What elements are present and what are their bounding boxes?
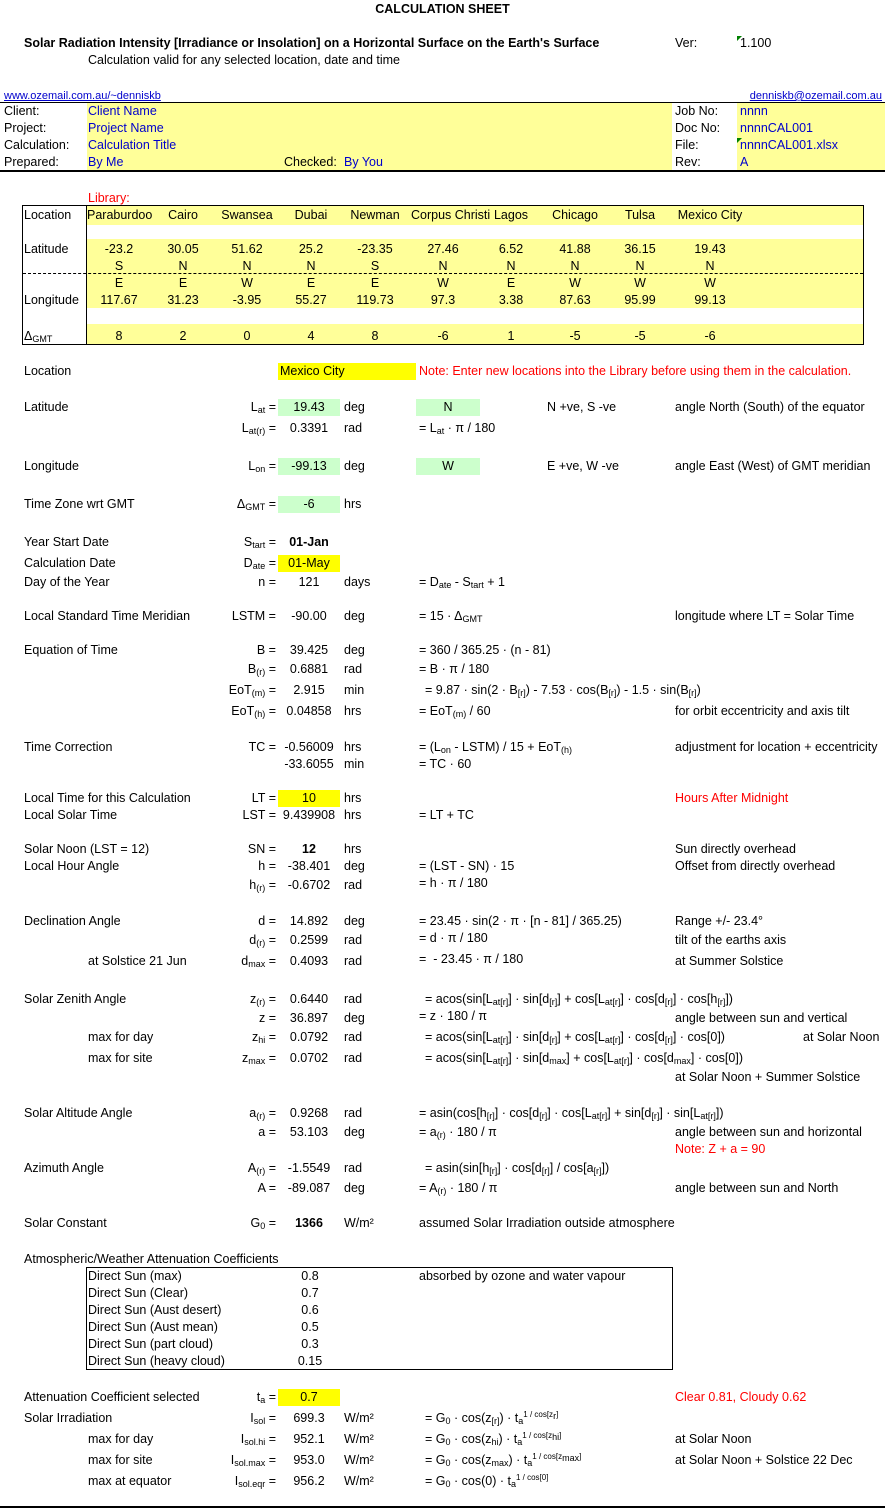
formula: = ($L_{on}$ - LSTM) / 15 + EoT$_{(h)}$ [419,740,573,755]
lib-ew: W [634,276,646,290]
formula: = 23.45 · sin(2 · π · [n - 81] / 365.25) [419,914,622,928]
version-label: Ver: [675,36,698,50]
lib-latitude: -23.2 [104,242,134,256]
latitude-direction: N [416,399,480,416]
isol-value: 699.3 [293,1411,325,1425]
attenuation-row-value: 0.6 [301,1303,319,1317]
lib-longitude: 95.99 [624,293,656,307]
prepared-field[interactable]: By Me [88,155,124,169]
doc-no-field[interactable]: nnnnCAL001 [740,121,813,135]
unit: min [344,757,365,771]
unit: deg [344,1181,365,1195]
unit: deg [344,914,365,928]
lha-label: Local Hour Angle [24,859,120,873]
unit: min [344,683,365,697]
lt-note: Hours After Midnight [675,791,789,805]
lib-ew: E [370,276,380,290]
lib-latitude: 30.05 [167,242,199,256]
lt-label: Local Time for this Calculation [24,791,191,805]
az-value: -89.087 [287,1181,331,1195]
zenith-label: Solar Zenith Angle [24,992,127,1006]
unit: rad [344,1030,363,1044]
formula: = TC · 60 [419,757,472,771]
gmt-symbol: $\Delta_{GMT}$ = [236,497,276,512]
doc-no-label: Doc No: [675,121,721,135]
unit: deg [344,1125,365,1139]
attenuation-row-label: Direct Sun (part cloud) [88,1337,214,1351]
zmax-value: 0.0702 [289,1051,329,1065]
formula: = $G_0 \cdot \cos(0) \cdot t_a^{1 / cos[0]}$ [425,1473,549,1489]
lat-hint: N +ve, S -ve [547,400,617,414]
lstm-desc: longitude where LT = Solar Time [675,609,855,623]
zr-value: 0.6440 [289,992,329,1006]
lib-latitude: 25.2 [298,242,324,256]
unit: W/m² [344,1216,374,1230]
eotm-value: 2.915 [293,683,325,697]
formula: = $A_{(r)} \cdot 180 / \pi$ [419,1181,498,1196]
file-label: File: [675,138,699,152]
attenuation-note: absorbed by ozone and water vapour [419,1269,626,1283]
unit: deg [344,643,365,657]
lib-location-label: Location [24,208,72,222]
lib-longitude: 97.3 [430,293,456,307]
lstm-value: -90.00 [291,609,327,623]
h-desc: Offset from directly overhead [675,859,836,873]
lib-longitude: -3.95 [232,293,262,307]
sn-value: 12 [302,842,316,856]
attenuation-row-label: Direct Sun (Clear) [88,1286,189,1300]
b-value: 39.425 [289,643,329,657]
solar-constant-label: Solar Constant [24,1216,107,1230]
calc-date-input[interactable]: 01-May [278,555,340,572]
unit: W/m² [344,1432,374,1446]
n-symbol: n = [258,575,276,589]
calculation-label: Calculation: [4,138,70,152]
isoleqr-symbol: $I_{sol.eqr}$ = [234,1474,276,1489]
unit: rad [344,421,363,435]
lst-label: Local Solar Time [24,808,118,822]
attenuation-row-value: 0.3 [301,1337,319,1351]
lib-location-name: Newman [350,208,400,222]
d-value: 14.892 [289,914,329,928]
g0-symbol: $G_0$ = [250,1216,276,1231]
start-symbol: $S_{tart}$ = [243,535,276,550]
eot-label: Equation of Time [24,643,118,657]
formula: = LT + TC [419,808,474,822]
unit: deg [344,400,365,414]
longitude-value: -99.13 [278,458,340,475]
solstice-label: at Solstice 21 Jun [88,954,187,968]
unit: rad [344,1051,363,1065]
dr-desc: tilt of the earths axis [675,933,787,947]
lib-latitude: -23.35 [357,242,393,256]
library-table [22,205,864,345]
g0-desc: assumed Solar Irradiation outside atmosphere [419,1216,675,1230]
h-value: -38.401 [287,859,331,873]
lib-longitude: 55.27 [295,293,327,307]
ar-symbol: $a_{(r)}$ = [249,1106,276,1121]
lib-latitude: 51.62 [231,242,263,256]
lib-ns: S [370,259,380,273]
lib-latitude-label: Latitude [24,242,69,256]
file-field[interactable]: nnnnCAL001.xlsx [740,138,838,152]
lib-location-name: Dubai [294,208,328,222]
d-symbol: d = [258,914,276,928]
attenuation-row-value: 0.5 [301,1320,319,1334]
formula: = $D_{ate} - S_{tart} + 1$ [419,575,505,590]
eot-desc: for orbit eccentricity and axis tilt [675,704,850,718]
unit: rad [344,1106,363,1120]
attenuation-row-label: Direct Sun (Aust mean) [88,1320,218,1334]
lib-ew: E [114,276,124,290]
local-time-input[interactable]: 10 [278,790,340,807]
unit: hrs [344,791,362,805]
formula: = z · 180 / π [419,1009,488,1023]
formula: = $G_0 \cdot \cos(z_{hi}) \cdot t_a^{1 / cos[z_{hi}]}$ [425,1431,562,1447]
g0-value: 1366 [295,1216,323,1230]
formula: = B · π / 180 [419,662,490,676]
lib-location-name: Lagos [493,208,529,222]
lat-rad-value: 0.3391 [289,421,329,435]
formula: = h · π / 180 [419,876,488,890]
formula: = - 23.45 · π / 180 [419,952,524,966]
az-desc: angle between sun and North [675,1181,839,1195]
location-select[interactable]: Mexico City [278,363,416,380]
attenuation-input[interactable]: 0.7 [278,1389,340,1406]
date-symbol: $D_{ate}$ = [243,556,276,571]
formula: = (LST - SN) · 15 [419,859,515,873]
dec-label: Declination Angle [24,914,121,928]
checked-field[interactable]: By You [344,155,383,169]
tc-label: Time Correction [24,740,113,754]
isolhi-symbol: $I_{sol.hi}$ = [240,1432,276,1447]
isolmax-desc: at Solar Noon + Solstice 22 Dec [675,1453,853,1467]
lib-gmt: 8 [371,329,379,343]
unit: hrs [344,704,362,718]
br-symbol: $B_{(r)}$ = [247,662,276,677]
ta-symbol: $t_a$ = [256,1390,276,1405]
timezone-value: -6 [278,496,340,513]
lib-longitude: 119.73 [356,293,394,307]
attenuation-row-value: 0.7 [301,1286,319,1300]
irradiation-label: Solar Irradiation [24,1411,113,1425]
hr-value: -0.6702 [287,878,331,892]
lib-ns: N [438,259,448,273]
tc-value: -0.56009 [284,740,334,754]
unit: hrs [344,842,362,856]
lib-gmt: -5 [634,329,646,343]
z-desc: angle between sun and vertical [675,1011,848,1025]
unit: days [344,575,371,589]
attenuation-row-label: Direct Sun (heavy cloud) [88,1354,225,1368]
d-desc: Range +/- 23.4° [675,914,764,928]
lib-longitude: 87.63 [559,293,591,307]
lib-location-name: Tulsa [624,208,656,222]
latitude-value: 19.43 [278,399,340,416]
timezone-label: Time Zone wrt GMT [24,497,135,511]
lib-longitude-label: Longitude [24,293,79,307]
longitude-label: Longitude [24,459,79,473]
lib-location-name: Swansea [221,208,273,222]
unit: rad [344,1161,363,1175]
h-symbol: h = [258,859,276,873]
formula: = $asin(\cos[h_{[r]}] \cdot \cos[d_{[r]}] \cdot \cos[L_{at[r]}] + \sin[d_{[r]}] \cdot \sin[L_{at[r]}])$ [419,1106,724,1121]
unit: deg [344,609,365,623]
a-desc: angle between sun and horizontal [675,1125,862,1139]
sn-symbol: SN = [247,842,276,856]
isoleqr-value: 956.2 [293,1474,325,1488]
unit: W/m² [344,1411,374,1425]
dr-value: 0.2599 [289,933,329,947]
attenuation-table [86,1267,673,1370]
lon-symbol: $L_{on}$ = [248,459,276,474]
zmax-desc: at Solar Noon + Summer Solstice [675,1070,861,1084]
lib-gmt-label: $\Delta_{GMT}$ [24,329,53,344]
lon-hint: E +ve, W -ve [547,459,619,473]
lib-ns: N [635,259,645,273]
unit: rad [344,933,363,947]
ta-note: Clear 0.81, Cloudy 0.62 [675,1390,807,1404]
att-selected-label: Attenuation Coefficient selected [24,1390,200,1404]
attenuation-title: Atmospheric/Weather Attenuation Coefficients [24,1252,279,1266]
lib-ew: E [506,276,516,290]
eoth-symbol: EoT$_{(h)}$ = [231,704,276,719]
lat-symbol: $L_{at}$ = [250,400,276,415]
day-of-year-label: Day of the Year [24,575,110,589]
ar-value: 0.9268 [289,1106,329,1120]
attenuation-row-value: 0.8 [301,1269,319,1283]
attenuation-row-value: 0.15 [297,1354,323,1368]
lib-ns: N [570,259,580,273]
longitude-direction: W [416,458,480,475]
lib-gmt: 2 [179,329,187,343]
rev-label: Rev: [675,155,701,169]
lib-ew: W [437,276,449,290]
lib-longitude: 99.13 [694,293,726,307]
lib-location-name: Cairo [168,208,198,222]
job-no-label: Job No: [675,104,719,118]
sheet-note: Calculation valid for any selected location, date and time [88,53,400,67]
lib-ns: S [114,259,124,273]
project-field[interactable]: Project Name [88,121,164,135]
location-label: Location [24,364,72,378]
formula: = $L_{at} \cdot \pi / 180$ [419,421,496,436]
project-label: Project: [4,121,47,135]
azr-symbol: $A_{(r)}$ = [247,1161,276,1176]
lib-longitude: 3.38 [498,293,524,307]
lib-longitude: 117.67 [100,293,138,307]
sn-desc: Sun directly overhead [675,842,796,856]
tc-desc: adjustment for location + eccentricity [675,740,878,754]
formula: = $acos(\sin[L_{at[r]}] \cdot \sin[d_{[r]}] + \cos[L_{at[r]}] \cdot \cos[d_{[r]}] \cdot \cos[0])$ [425,1030,725,1045]
lib-ew: W [704,276,716,290]
lib-location-name: Corpus Christi [411,208,491,222]
unit: hrs [344,808,362,822]
formula: = $asin(\sin[h_{[r]}] \cdot \cos[d_{[r]}] / \cos[a_{[r]}])$ [425,1161,610,1176]
formula: = $G_0 \cdot \cos(z_{[r]}) \cdot t_a^{1 / cos[z_r]}$ [425,1410,559,1426]
unit: rad [344,954,363,968]
email-link[interactable]: denniskb@ozemail.com.au [749,90,882,102]
attenuation-row-label: Direct Sun (Aust desert) [88,1303,222,1317]
dmax-symbol: $d_{max}$ = [241,954,276,969]
z-symbol: z = [258,1011,276,1025]
max-for-site-label: max for site [88,1051,153,1065]
zr-symbol: $z_{(r)}$ = [249,992,276,1007]
lib-gmt: -6 [704,329,716,343]
lib-ns: N [705,259,715,273]
isolmax-symbol: $I_{sol.max}$ = [230,1453,276,1468]
latitude-label: Latitude [24,400,69,414]
lib-location-name: Chicago [552,208,598,222]
isolmax-value: 953.0 [293,1453,325,1467]
lib-gmt: 0 [243,329,251,343]
unit: hrs [344,740,362,754]
sheet-title: CALCULATION SHEET [375,2,510,16]
lib-latitude: 19.43 [694,242,726,256]
lstm-label: Local Standard Time Meridian [24,609,191,623]
formula: = $a_{(r)} \cdot 180 / \pi$ [419,1125,497,1140]
formula: = $G_0 \cdot \cos(z_{max}) \cdot t_a^{1 / cos[z_{max}]}$ [425,1452,582,1468]
lib-ns: N [306,259,316,273]
sn-label: Solar Noon (LST = 12) [24,842,150,856]
eoth-value: 0.04858 [286,704,332,718]
altitude-label: Solar Altitude Angle [24,1106,133,1120]
lib-gmt: 1 [507,329,515,343]
zmax-symbol: $z_{max}$ = [241,1051,276,1066]
dmax-desc: at Summer Solstice [675,954,784,968]
azimuth-label: Azimuth Angle [24,1161,104,1175]
rev-field[interactable]: A [740,155,749,169]
checked-label: Checked: [284,155,337,169]
unit: rad [344,662,363,676]
lib-gmt: -6 [437,329,449,343]
year-start-label: Year Start Date [24,535,110,549]
max-for-site-label: max for site [88,1453,153,1467]
attenuation-row-label: Direct Sun (max) [88,1269,182,1283]
sheet-subtitle: Solar Radiation Intensity [Irradiance or Insolation] on a Horizontal Surface on the Earth's Surface [24,36,600,50]
dr-symbol: $d_{(r)}$ = [249,933,276,948]
client-label: Client: [4,104,40,118]
lib-gmt: -5 [569,329,581,343]
az-symbol: A = [257,1181,276,1195]
library-title: Library: [88,191,130,205]
lib-gmt: 4 [307,329,315,343]
lib-ns: N [178,259,188,273]
zhi-desc: at Solar Noon [803,1030,880,1044]
day-of-year-value: 121 [298,575,320,589]
lt-symbol: LT = [251,791,276,805]
lib-location-name: Paraburdoo [87,208,153,222]
lib-ns: N [506,259,516,273]
location-note: Note: Enter new locations into the Library before using them in the calculation. [419,364,852,378]
formula: = $acos(\sin[L_{at[r]}] \cdot \sin[d_{[r]}] + \cos[L_{at[r]}] \cdot \cos[d_{[r]}] \cdot \cos[h_{[r]}])$ [425,992,733,1007]
formula: = $acos(\sin[L_{at[r]}] \cdot \sin[d_{max}] + \cos[L_{at[r]}] \cdot \cos[d_{max}] \cdot \cos[0])$ [425,1051,743,1066]
unit: deg [344,459,365,473]
unit: deg [344,859,365,873]
br-value: 0.6881 [289,662,329,676]
a-value: 53.103 [289,1125,329,1139]
lon-desc: angle East (West) of GMT meridian [675,459,871,473]
website-link[interactable]: www.ozemail.com.au/~denniskb [4,90,161,102]
calculation-field[interactable]: Calculation Title [88,138,177,152]
lib-ns: N [242,259,252,273]
z-value: 36.897 [289,1011,329,1025]
unit: rad [344,878,363,892]
lib-latitude: 27.46 [427,242,459,256]
isolhi-value: 952.1 [293,1432,325,1446]
max-for-day-label: max for day [88,1432,154,1446]
hr-symbol: $h_{(r)}$ = [249,878,276,893]
zhi-value: 0.0792 [289,1030,329,1044]
lib-ew: E [178,276,188,290]
lat-desc: angle North (South) of the equator [675,400,865,414]
zhi-symbol: $z_{hi}$ = [251,1030,276,1045]
job-no-field[interactable]: nnnn [740,104,768,118]
lib-ew: E [306,276,316,290]
formula: = d · π / 180 [419,931,488,945]
year-start-value: 01-Jan [289,535,329,549]
unit: deg [344,1011,365,1025]
eotm-symbol: EoT$_{(m)}$ = [228,683,276,698]
b-symbol: B = [256,643,276,657]
a-symbol: a = [258,1125,276,1139]
tcm-value: -33.6055 [284,757,334,771]
formula: = EoT$_{(m)}$ / 60 [419,704,491,719]
lstm-symbol: LSTM = [231,609,276,623]
dmax-value: 0.4093 [289,954,329,968]
lib-ew: W [569,276,581,290]
lst-symbol: LST = [242,808,276,822]
lib-longitude: 31.23 [167,293,199,307]
lib-ew: W [241,276,253,290]
unit: rad [344,992,363,1006]
lst-value: 9.439908 [282,808,336,822]
lib-location-name: Mexico City [677,208,743,222]
unit: W/m² [344,1453,374,1467]
unit: hrs [344,497,362,511]
formula: = $15 \cdot \Delta_{GMT}$ [419,609,483,624]
tc-symbol: TC = [248,740,276,754]
lib-latitude: 41.88 [559,242,591,256]
calc-date-label: Calculation Date [24,556,116,570]
isol-symbol: $I_{sol}$ = [250,1411,276,1426]
formula: = $9.87 \cdot \sin(2 \cdot B_{[r]}) - 7.53 \cdot \cos(B_{[r]}) - 1.5 \cdot \sin(B_{[r]})$ [425,683,701,698]
formula: = 360 / 365.25 · (n - 81) [419,643,551,657]
unit: W/m² [344,1474,374,1488]
lib-latitude: 36.15 [624,242,656,256]
max-for-day-label: max for day [88,1030,154,1044]
lib-latitude: 6.52 [498,242,524,256]
prepared-label: Prepared: [4,155,59,169]
azr-value: -1.5549 [287,1161,331,1175]
latr-symbol: $L_{at(r)}$ = [241,421,276,436]
max-at-equator-label: max at equator [88,1474,172,1488]
isolhi-desc: at Solar Noon [675,1432,752,1446]
a-note: Note: Z + a = 90 [675,1142,766,1156]
lib-gmt: 8 [115,329,123,343]
client-field[interactable]: Client Name [88,104,157,118]
version-value: 1.100 [740,36,772,50]
